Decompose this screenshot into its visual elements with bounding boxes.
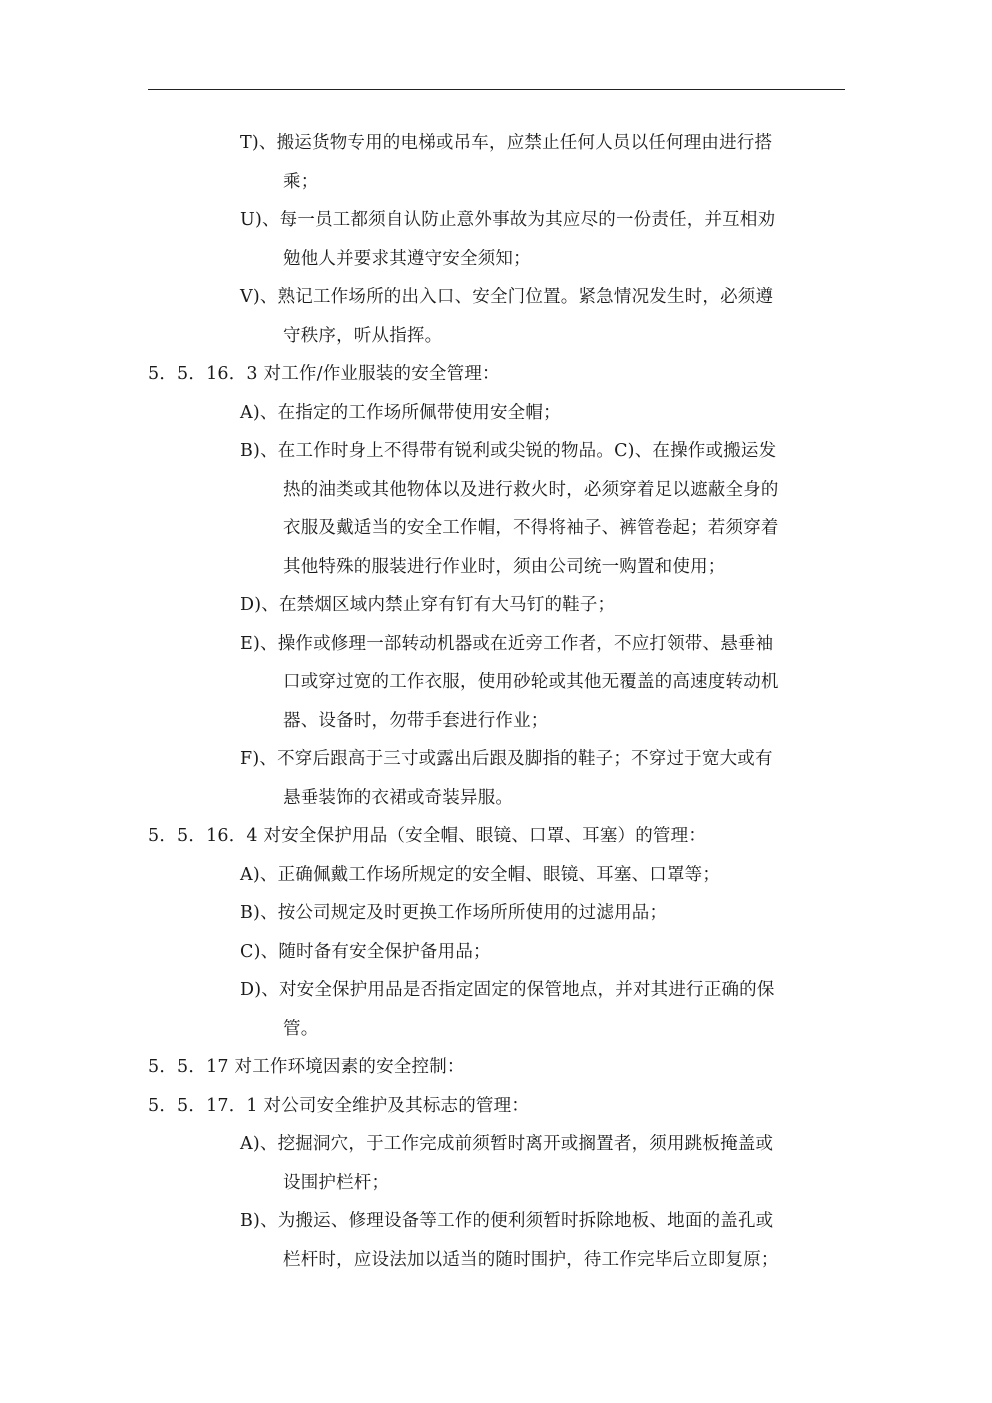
text-line: 其他特殊的服装进行作业时，须由公司统一购置和使用； bbox=[283, 556, 726, 577]
list-item bbox=[0, 894, 992, 933]
text-line: 衣服及戴适当的安全工作帽，不得将袖子、裤管卷起；若须穿着 bbox=[283, 518, 779, 538]
text-line: U)、每一员工都须自认防止意外事故为其应尽的一份责任，并互相劝 bbox=[240, 210, 776, 230]
list-item bbox=[0, 933, 992, 972]
text-line: 5．5．16．3 对工作/作业服装的安全管理： bbox=[148, 364, 500, 384]
list-item bbox=[0, 432, 992, 586]
text-line: 悬垂装饰的衣裙或奇装异服。 bbox=[283, 787, 514, 808]
list-item bbox=[0, 971, 992, 1048]
section-heading bbox=[0, 1048, 992, 1087]
list-item bbox=[0, 201, 992, 278]
list-item bbox=[0, 856, 992, 895]
list-item bbox=[0, 394, 992, 433]
list-item bbox=[0, 586, 992, 625]
document-body bbox=[0, 124, 992, 1279]
text-line: 器、设备时，勿带手套进行作业； bbox=[283, 710, 549, 731]
section-heading bbox=[0, 817, 992, 856]
list-item bbox=[0, 625, 992, 741]
list-item bbox=[0, 1202, 992, 1279]
list-item bbox=[0, 124, 992, 201]
text-line: C)、随时备有安全保护备用品； bbox=[240, 941, 491, 962]
list-item bbox=[0, 740, 992, 817]
text-line: A)、在指定的工作场所佩带使用安全帽； bbox=[240, 402, 561, 423]
text-line: 管。 bbox=[283, 1018, 319, 1039]
text-line: 5．5．16．4 对安全保护用品（安全帽、眼镜、口罩、耳塞）的管理： bbox=[148, 826, 707, 846]
text-line: E)、操作或修理一部转动机器或在近旁工作者，不应打领带、悬垂袖 bbox=[240, 633, 774, 654]
text-line: B)、在工作时身上不得带有锐利或尖锐的物品。C)、在操作或搬运发 bbox=[240, 441, 777, 461]
text-line: 守秩序，听从指挥。 bbox=[283, 325, 443, 346]
section-heading bbox=[0, 355, 992, 394]
text-line: 热的油类或其他物体以及进行救火时，必须穿着足以遮蔽全身的 bbox=[283, 479, 779, 500]
text-line: 口或穿过宽的工作衣服，使用砂轮或其他无覆盖的高速度转动机 bbox=[283, 672, 779, 692]
text-line: A)、正确佩戴工作场所规定的安全帽、眼镜、耳塞、口罩等； bbox=[240, 864, 721, 885]
text-line: V)、熟记工作场所的出入口、安全门位置。紧急情况发生时，必须遵 bbox=[240, 287, 774, 307]
text-line: B)、为搬运、修理设备等工作的便利须暂时拆除地板、地面的盖孔或 bbox=[240, 1211, 774, 1231]
text-line: 设围护栏杆； bbox=[283, 1172, 390, 1193]
text-line: 5．5．17．1 对公司安全维护及其标志的管理： bbox=[148, 1095, 530, 1116]
text-line: D)、对安全保护用品是否指定固定的保管地点，并对其进行正确的保 bbox=[240, 980, 775, 1000]
text-line: T)、搬运货物专用的电梯或吊车，应禁止任何人员以任何理由进行搭 bbox=[240, 133, 773, 153]
header-rule bbox=[148, 89, 845, 90]
text-line: 5．5．17 对工作环境因素的安全控制： bbox=[148, 1057, 465, 1077]
text-line: 勉他人并要求其遵守安全须知； bbox=[283, 248, 531, 269]
text-line: A)、挖掘洞穴，于工作完成前须暂时离开或搁置者，须用跳板掩盖或 bbox=[240, 1134, 774, 1154]
section-heading bbox=[0, 1087, 992, 1126]
text-line: B)、按公司规定及时更换工作场所所使用的过滤用品； bbox=[240, 903, 668, 923]
list-item bbox=[0, 1125, 992, 1202]
list-item bbox=[0, 278, 992, 355]
text-line: 乘； bbox=[283, 171, 319, 192]
text-line: D)、在禁烟区域内禁止穿有钉有大马钉的鞋子； bbox=[240, 595, 616, 615]
text-line: F)、不穿后跟高于三寸或露出后跟及脚指的鞋子；不穿过于宽大或有 bbox=[240, 749, 773, 769]
text-line: 栏杆时，应设法加以适当的随时围护，待工作完毕后立即复原； bbox=[283, 1249, 779, 1270]
